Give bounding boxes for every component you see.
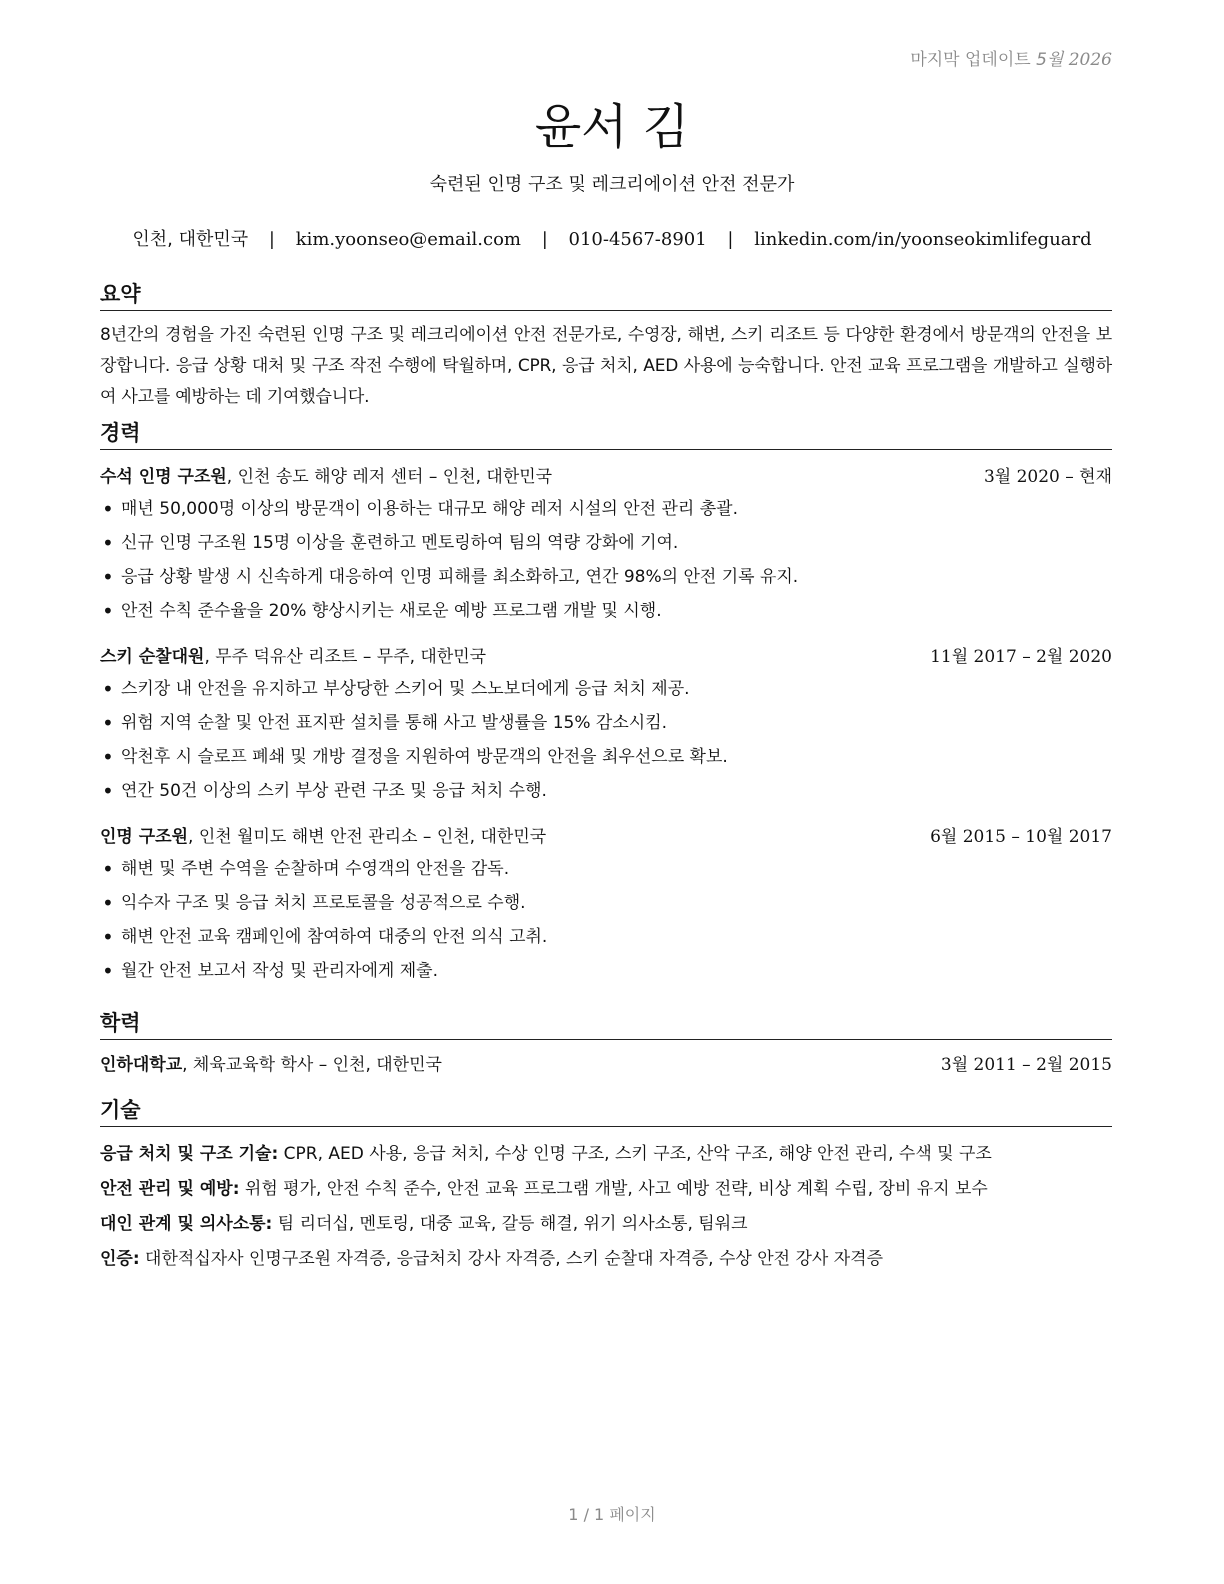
job-position (100, 462, 552, 492)
section-title-experience: 경력 (100, 417, 1112, 450)
contact-phone[interactable]: 010-4567-8901 (568, 229, 707, 250)
job-bullet: • 익수자 구조 및 응급 처치 프로토콜을 성공적으로 수행. (100, 886, 1112, 920)
job-position (100, 822, 546, 852)
job-bullet: • 연간 50건 이상의 스키 부상 관련 구조 및 응급 처치 수행. (100, 774, 1112, 808)
education-school: 인하대학교 (100, 1055, 183, 1075)
section-title-education: 학력 (100, 1007, 1112, 1040)
last-updated-prefix: 마지막 업데이트 (910, 50, 1031, 70)
job-dates: 6월 2015 – 10월 2017 (930, 827, 1112, 847)
page-number (0, 1502, 1224, 1525)
contact-linkedin[interactable]: linkedin.com/in/yoonseokimlifeguard (754, 229, 1092, 250)
job-bullet: • 스키장 내 안전을 유지하고 부상당한 스키어 및 스노보더에게 응급 처치 제공. (100, 672, 1112, 706)
job-header (100, 822, 1112, 852)
skill-label: 대인 관계 및 의사소통: (100, 1214, 273, 1234)
job-title: 인명 구조원 (100, 827, 189, 847)
skill-text: CPR, AED 사용, 응급 처치, 수상 인명 구조, 스키 구조, 산악 구조, 해양 안전 관리, 수색 및 구조 (278, 1144, 992, 1164)
summary-section (100, 278, 1112, 413)
contact-line (0, 225, 1224, 251)
job-header (100, 642, 1112, 672)
contact-separator: | (268, 229, 275, 250)
skill-label: 응급 처치 및 구조 기술: (100, 1144, 279, 1164)
skills-list (100, 1137, 1112, 1277)
education-dates: 3월 2011 – 2월 2015 (940, 1055, 1112, 1075)
job-bullet: • 월간 안전 보고서 작성 및 관리자에게 제출. (100, 954, 1112, 988)
job-bullets (100, 492, 1112, 628)
job-bullet: • 안전 수칙 준수율을 20% 향상시키는 새로운 예방 프로그램 개발 및 시행. (100, 594, 1112, 628)
skill-row (100, 1207, 1112, 1242)
experience-section (100, 417, 1112, 988)
section-title-summary: 요약 (100, 278, 1112, 311)
job-org: , 무주 덕유산 리조트 – 무주, 대한민국 (204, 647, 487, 667)
last-updated-year: 2026 (1068, 50, 1112, 70)
tagline: 숙련된 인명 구조 및 레크리에이션 안전 전문가 (429, 174, 795, 195)
person-name: 윤서 김 (534, 99, 690, 155)
job-bullet: • 위험 지역 순찰 및 안전 표지판 설치를 통해 사고 발생률을 15% 감소시킴. (100, 706, 1112, 740)
education-section (100, 1007, 1112, 1080)
section-title-skills: 기술 (100, 1094, 1112, 1127)
education-line (100, 1050, 442, 1080)
job-title: 수석 인명 구조원 (100, 467, 227, 487)
skills-section (100, 1094, 1112, 1277)
job-bullet: • 매년 50,000명 이상의 방문객이 이용하는 대규모 해양 레저 시설의 안전 관리 총괄. (100, 492, 1112, 526)
job-bullet: • 해변 안전 교육 캠페인에 참여하여 대중의 안전 의식 고취. (100, 920, 1112, 954)
job-org: , 인천 송도 해양 레저 센터 – 인천, 대한민국 (226, 467, 553, 487)
skill-text: 위험 평가, 안전 수칙 준수, 안전 교육 프로그램 개발, 사고 예방 전략, 비상 계획 수립, 장비 유지 보수 (239, 1179, 988, 1199)
education-entry (100, 1050, 1112, 1080)
contact-email[interactable]: kim.yoonseo@email.com (295, 229, 521, 250)
skill-text: 대한적십자사 인명구조원 자격증, 응급처치 강사 자격증, 스키 순찰대 자격증, 수상 안전 강사 자격증 (139, 1249, 883, 1269)
job-bullet: • 응급 상황 발생 시 신속하게 대응하여 인명 피해를 최소화하고, 연간 98%의 안전 기록 유지. (100, 560, 1112, 594)
summary-text: 8년간의 경험을 가진 숙련된 인명 구조 및 레크리에이션 안전 전문가로, 수영장, 해변, 스키 리조트 등 다양한 환경에서 방문객의 안전을 보장합니다. 응급 상황 대처 및 구조 작전 수행에 탁월하며, CPR, 응급 처치, AED 사용에 능숙합니다. 안전 교육 프로그램을 개발하고 실행하여 사고를 예방하는 데 기여했습니다. (100, 325, 1112, 407)
job-header (100, 462, 1112, 492)
job-bullet: • 악천후 시 슬로프 폐쇄 및 개방 결정을 지원하여 방문객의 안전을 최우선으로 확보. (100, 740, 1112, 774)
job-bullets (100, 852, 1112, 988)
job-org: , 인천 월미도 해변 안전 관리소 – 인천, 대한민국 (188, 827, 547, 847)
contact-separator: | (541, 229, 548, 250)
page-count: 1 / 1 (568, 1505, 605, 1524)
skill-text: 팀 리더십, 멘토링, 대중 교육, 갈등 해결, 위기 의사소통, 팀워크 (272, 1214, 748, 1234)
job-bullets (100, 672, 1112, 808)
job-dates: 3월 2020 – 현재 (983, 467, 1112, 487)
job-entry (100, 462, 1112, 628)
contact-separator: | (727, 229, 734, 250)
skill-row (100, 1242, 1112, 1277)
last-updated-month: 5월 (1036, 50, 1064, 70)
skill-row (100, 1137, 1112, 1172)
skill-label: 인증: (100, 1249, 140, 1269)
education-detail: , 체육교육학 학사 – 인천, 대한민국 (182, 1055, 442, 1075)
page-suffix: 페이지 (609, 1505, 656, 1524)
contact-location: 인천, 대한민국 (132, 229, 249, 250)
job-bullet: • 해변 및 주변 수역을 순찰하며 수영객의 안전을 감독. (100, 852, 1112, 886)
job-entry (100, 642, 1112, 808)
job-title: 스키 순찰대원 (100, 647, 205, 667)
job-position (100, 642, 486, 672)
skill-row (100, 1172, 1112, 1207)
job-entry (100, 822, 1112, 988)
skill-label: 안전 관리 및 예방: (100, 1179, 240, 1199)
job-bullet: • 신규 인명 구조원 15명 이상을 훈련하고 멘토링하여 팀의 역량 강화에 기여. (100, 526, 1112, 560)
job-dates: 11월 2017 – 2월 2020 (930, 647, 1112, 667)
last-updated (910, 45, 1112, 70)
